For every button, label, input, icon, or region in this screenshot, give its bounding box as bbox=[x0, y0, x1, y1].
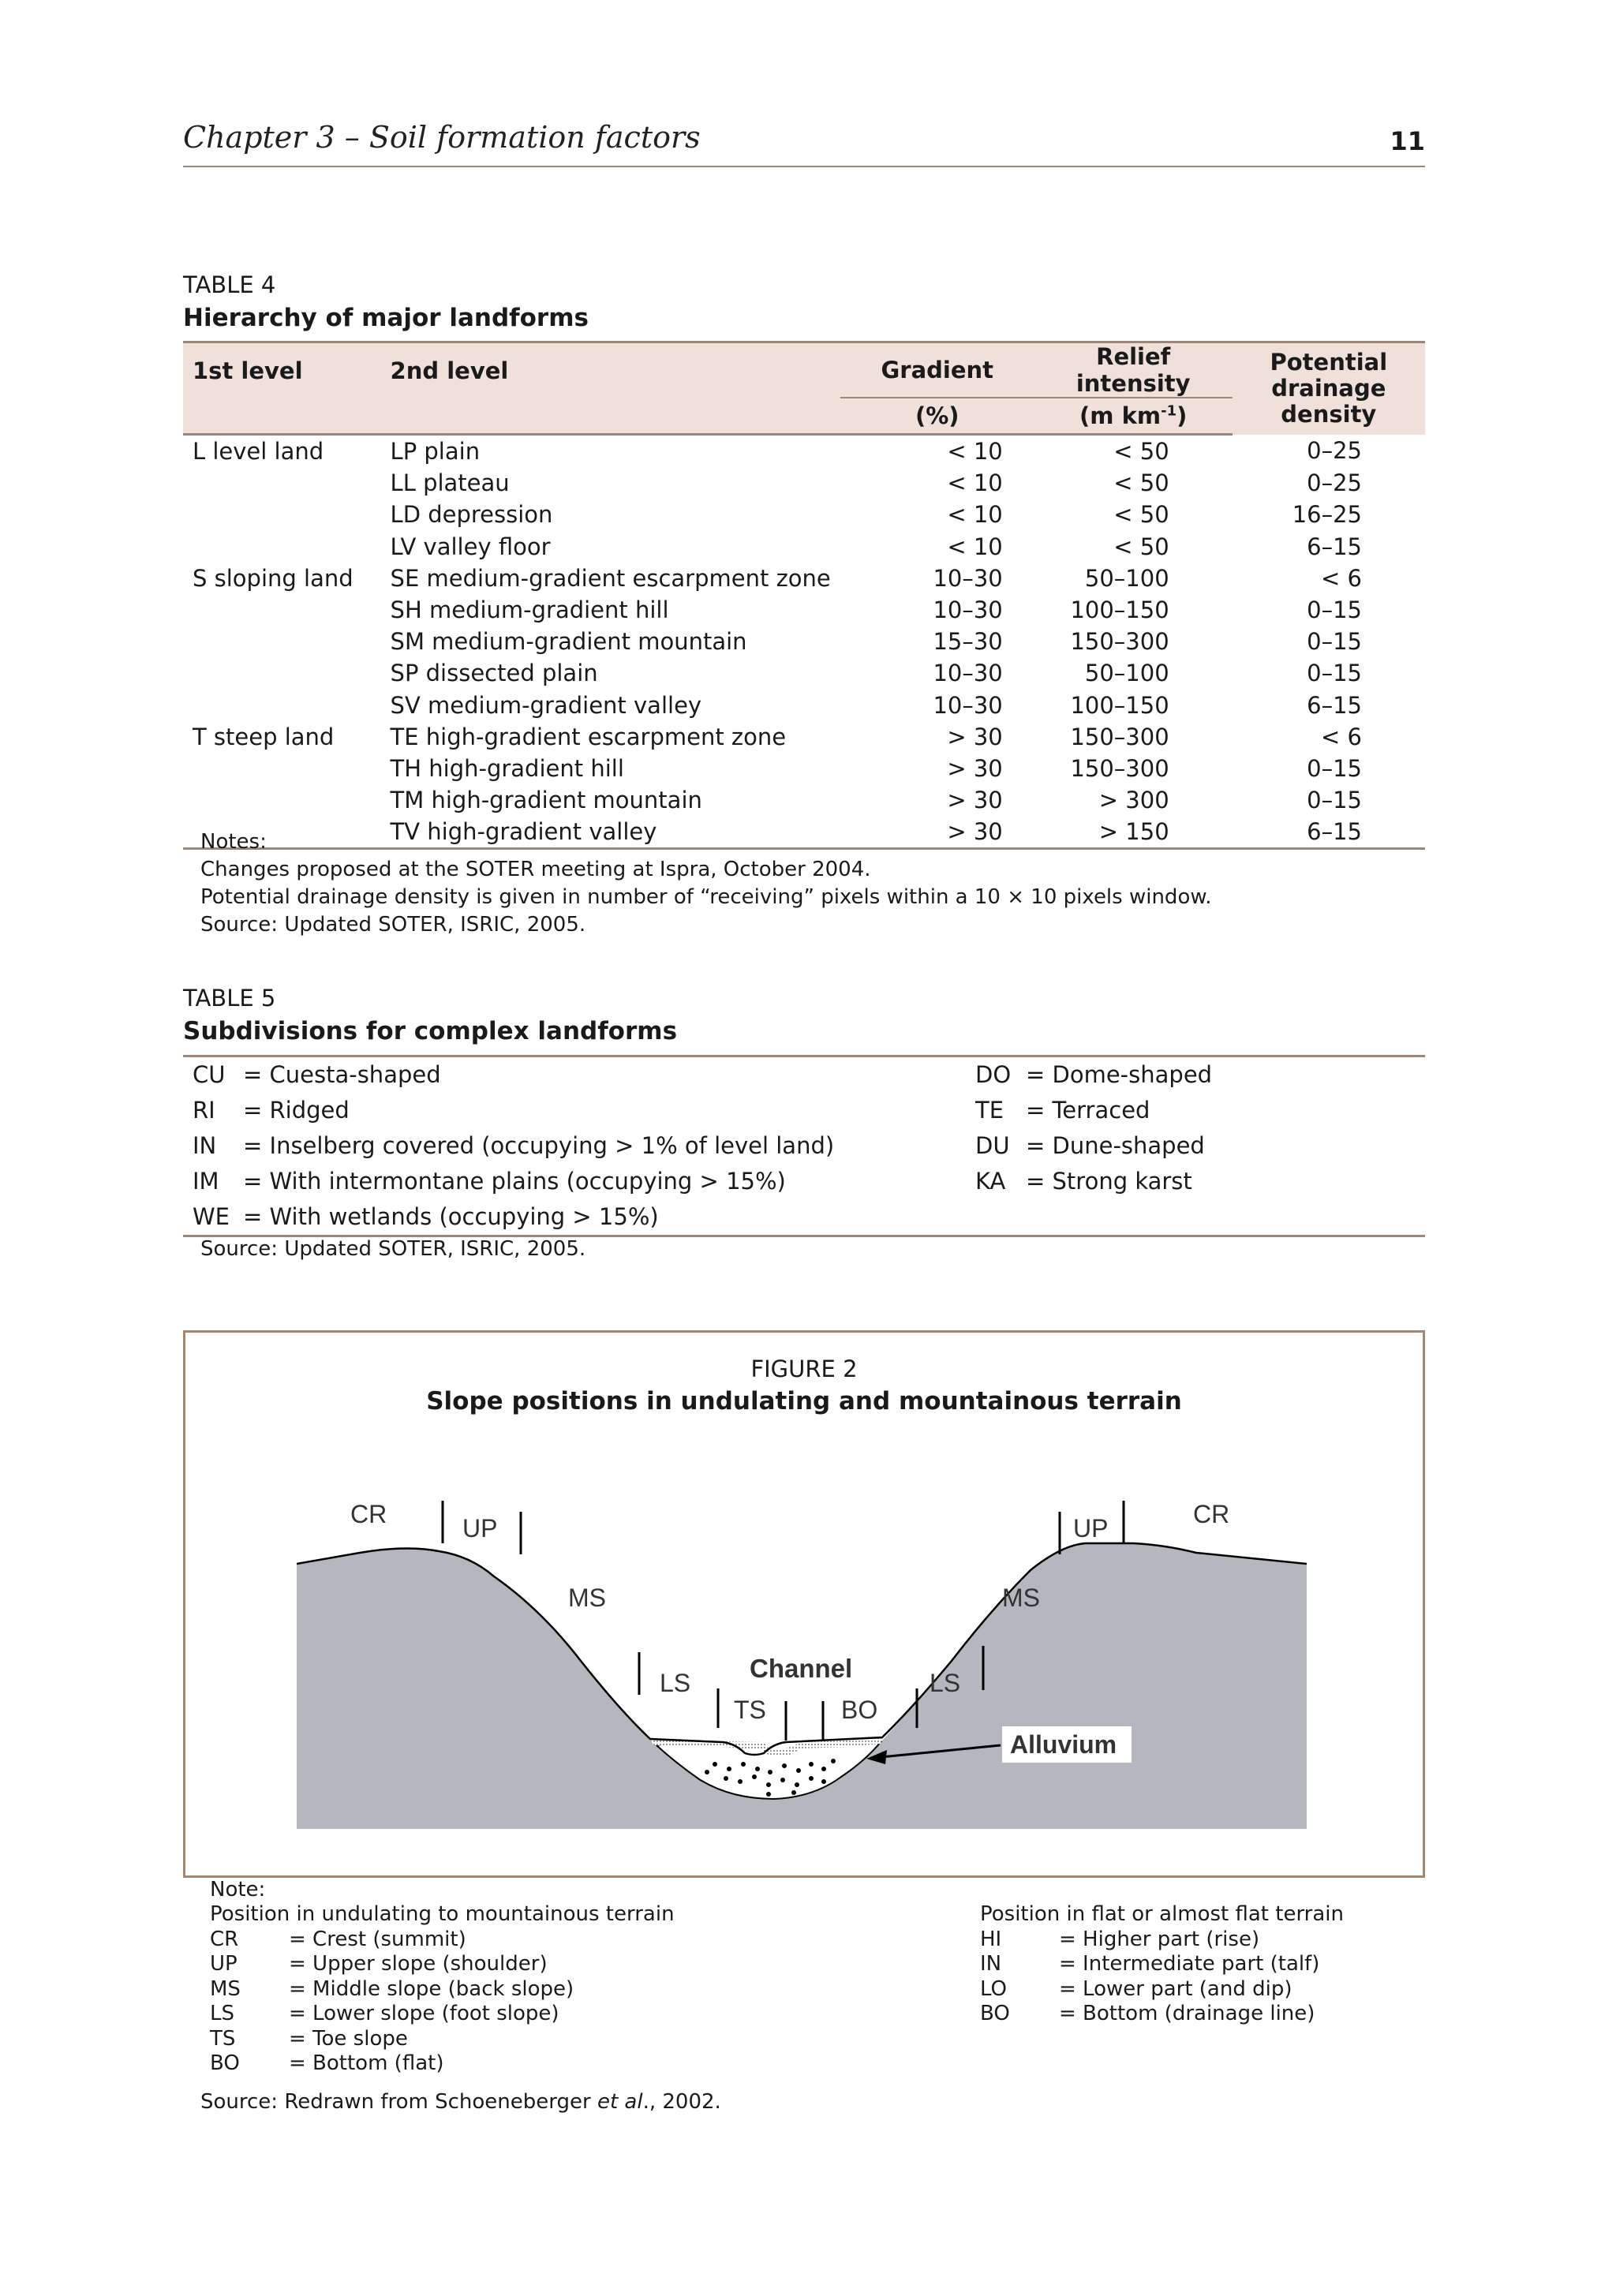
label-ls-right: LS bbox=[930, 1669, 961, 1697]
table4-row bbox=[183, 594, 1425, 626]
cell-level2: LP plain bbox=[390, 438, 481, 466]
table5-source: Source: Updated SOTER, ISRIC, 2005. bbox=[200, 1237, 586, 1261]
cell-relief: 150–300 bbox=[1070, 628, 1169, 656]
legend-item bbox=[210, 1928, 675, 1953]
table5-row bbox=[183, 1199, 1425, 1236]
cell-relief: 50–100 bbox=[1084, 660, 1169, 687]
legend-item bbox=[210, 1952, 675, 1977]
cell-drainage: < 6 bbox=[1321, 723, 1362, 750]
code-right: DO bbox=[975, 1061, 1012, 1088]
cell-drainage: 0–15 bbox=[1307, 754, 1362, 782]
cell-drainage: 6–15 bbox=[1233, 816, 1425, 849]
cell-level2: TV high-gradient valley bbox=[381, 816, 840, 849]
code-left: WE bbox=[193, 1203, 230, 1230]
table4-row bbox=[183, 563, 1425, 594]
legend-item bbox=[210, 2002, 675, 2027]
cell-level2: LL plateau bbox=[390, 469, 510, 497]
cell-relief: 100–150 bbox=[1070, 691, 1169, 719]
cell-level2: SV medium-gradient valley bbox=[390, 691, 702, 719]
legend-right bbox=[980, 1902, 1344, 2027]
legend-desc: = Toe slope bbox=[289, 2026, 408, 2051]
cell-drainage: 6–15 bbox=[1307, 533, 1362, 560]
legend-abbrev: CR bbox=[210, 1927, 239, 1951]
label-ms-right: MS bbox=[1002, 1584, 1040, 1612]
cell-relief: < 50 bbox=[1113, 469, 1169, 497]
desc-left: = Ridged bbox=[243, 1097, 350, 1124]
figure2-source: Source: Redrawn from Schoeneberger et al., 2002. bbox=[200, 2090, 721, 2114]
note-line: Notes: bbox=[200, 830, 267, 854]
col-header-relief: Relief intensity bbox=[1034, 342, 1233, 398]
col-header-level2: 2nd level bbox=[381, 342, 840, 398]
legend-desc: = Lower part (and dip) bbox=[1059, 1976, 1292, 2001]
legend-desc: = Intermediate part (talf) bbox=[1059, 1952, 1320, 1976]
table5-row bbox=[183, 1164, 1425, 1199]
legend-abbrev: UP bbox=[210, 1952, 238, 1976]
table4-row bbox=[183, 784, 1425, 816]
cell-level1: T steep land bbox=[193, 723, 335, 750]
cell-relief: 150–300 bbox=[1070, 723, 1169, 750]
legend-abbrev: HI bbox=[980, 1927, 1002, 1951]
desc-left: = Cuesta-shaped bbox=[243, 1061, 441, 1088]
note-line: Potential drainage density is given in number of “receiving” pixels within a 10 × 10 pixels window. bbox=[200, 885, 1212, 909]
table5 bbox=[183, 1055, 1425, 1237]
legend-desc: = Crest (summit) bbox=[289, 1927, 466, 1951]
legend-item bbox=[980, 2002, 1344, 2027]
cell-gradient: 10–30 bbox=[933, 596, 1003, 624]
figure2-title: Slope positions in undulating and mountainous terrain bbox=[426, 1387, 1182, 1415]
col-header-drainage bbox=[1233, 342, 1425, 435]
cell-level2: SH medium-gradient hill bbox=[390, 596, 669, 624]
cell-drainage: 0–15 bbox=[1307, 596, 1362, 624]
table4-row bbox=[183, 721, 1425, 753]
drainage-header-line2: drainage density bbox=[1271, 375, 1386, 428]
cell-relief: 50–100 bbox=[1084, 564, 1169, 592]
cell-drainage: 0–25 bbox=[1307, 469, 1362, 497]
label-cr-right: CR bbox=[1193, 1500, 1230, 1528]
legend-abbrev: BO bbox=[210, 2051, 240, 2075]
chapter-title: Chapter 3 – Soil formation factors bbox=[183, 120, 701, 155]
cell-level1 bbox=[183, 690, 381, 721]
figure2-note-label: Note: bbox=[210, 1878, 266, 1901]
legend-left bbox=[210, 1902, 675, 2077]
cell-relief: < 50 bbox=[1113, 438, 1169, 466]
cell-level2: SP dissected plain bbox=[390, 660, 598, 687]
table4-caption: TABLE 4 bbox=[183, 271, 276, 298]
legend-abbrev: MS bbox=[210, 1976, 241, 2001]
legend-abbrev: IN bbox=[980, 1952, 1002, 1976]
table5-title: Subdivisions for complex landforms bbox=[183, 1017, 678, 1045]
cell-level1 bbox=[183, 499, 381, 530]
col-header-level1: 1st level bbox=[183, 342, 381, 398]
desc-right: = Dome-shaped bbox=[1026, 1061, 1213, 1088]
label-alluvium: Alluvium bbox=[1010, 1730, 1117, 1759]
desc-left: = Inselberg covered (occupying > 1% of level land) bbox=[243, 1132, 835, 1159]
cell-drainage: 6–15 bbox=[1307, 691, 1362, 719]
cell-gradient: < 10 bbox=[947, 533, 1003, 560]
cell-gradient: 10–30 bbox=[933, 691, 1003, 719]
cell-relief: > 300 bbox=[1098, 787, 1169, 814]
legend-item bbox=[210, 2051, 675, 2077]
code-left: RI bbox=[193, 1097, 215, 1124]
note-line: Source: Updated SOTER, ISRIC, 2005. bbox=[200, 913, 586, 937]
drainage-header-line1: Potential bbox=[1270, 349, 1388, 376]
legend-desc: = Bottom (drainage line) bbox=[1059, 2002, 1315, 2025]
code-right: DU bbox=[975, 1132, 1010, 1159]
legend-desc: = Middle slope (back slope) bbox=[289, 1976, 574, 2001]
cell-drainage: 0–15 bbox=[1307, 660, 1362, 687]
cell-gradient: 15–30 bbox=[933, 628, 1003, 656]
legend-abbrev: LS bbox=[210, 2002, 234, 2025]
cell-gradient: < 10 bbox=[947, 438, 1003, 466]
legend-left-title: Position in undulating to mountainous terrain bbox=[210, 1902, 675, 1926]
relief-unit: (m $km^{-1}$) bbox=[1034, 398, 1233, 435]
label-ms-left: MS bbox=[568, 1584, 606, 1612]
gradient-unit: (%) bbox=[840, 398, 1034, 435]
legend-item bbox=[980, 1952, 1344, 1977]
table5-row bbox=[183, 1128, 1425, 1164]
label-up-left: UP bbox=[462, 1514, 498, 1543]
table5-caption: TABLE 5 bbox=[183, 985, 276, 1012]
col-header-gradient: Gradient bbox=[840, 342, 1034, 398]
cell-level2: LD depression bbox=[390, 501, 553, 529]
cell-level1: S sloping land bbox=[193, 564, 354, 592]
desc-right bbox=[1026, 1199, 1425, 1236]
cell-gradient: > 30 bbox=[947, 754, 1003, 782]
table4-row bbox=[183, 467, 1425, 499]
desc-right: = Dune-shaped bbox=[1026, 1132, 1205, 1159]
table4-row bbox=[183, 435, 1425, 468]
table4-row bbox=[183, 753, 1425, 784]
cell-level1 bbox=[183, 657, 381, 689]
table4 bbox=[183, 341, 1425, 850]
table4-row bbox=[183, 657, 1425, 689]
cell-gradient: 10–30 bbox=[933, 660, 1003, 687]
desc-left: = With wetlands (occupying > 15%) bbox=[243, 1203, 659, 1230]
cell-gradient: < 10 bbox=[947, 469, 1003, 497]
code-right bbox=[966, 1199, 1026, 1236]
page-number: 11 bbox=[1390, 126, 1425, 156]
legend-desc: = Upper slope (shoulder) bbox=[289, 1952, 548, 1976]
legend-desc: = Higher part (rise) bbox=[1059, 1927, 1260, 1951]
table4-title: Hierarchy of major landforms bbox=[183, 304, 589, 332]
cell-relief: > 150 bbox=[1034, 816, 1233, 849]
desc-right: = Strong karst bbox=[1026, 1168, 1192, 1195]
code-right: KA bbox=[975, 1168, 1006, 1195]
legend-item bbox=[210, 2027, 675, 2052]
cell-level1 bbox=[183, 784, 381, 816]
cell-level1 bbox=[183, 753, 381, 784]
label-cr-left: CR bbox=[350, 1500, 387, 1528]
cell-relief: 150–300 bbox=[1070, 754, 1169, 782]
legend-abbrev: LO bbox=[980, 1976, 1008, 2001]
cell-level1 bbox=[183, 531, 381, 563]
cell-level1 bbox=[183, 467, 381, 499]
cell-level1: L level land bbox=[193, 438, 324, 466]
table4-row bbox=[183, 690, 1425, 721]
legend-right-title: Position in flat or almost flat terrain bbox=[980, 1902, 1345, 1926]
cell-gradient: 10–30 bbox=[933, 564, 1003, 592]
cell-drainage: < 6 bbox=[1321, 564, 1362, 592]
cell-relief: 100–150 bbox=[1070, 596, 1169, 624]
table5-row bbox=[183, 1056, 1425, 1094]
cell-gradient: > 30 bbox=[840, 816, 1034, 849]
cell-relief: < 50 bbox=[1113, 501, 1169, 529]
legend-abbrev: BO bbox=[980, 2002, 1010, 2025]
table4-notes bbox=[200, 828, 1212, 939]
code-right: TE bbox=[975, 1097, 1004, 1124]
cell-level2: TE high-gradient escarpment zone bbox=[390, 723, 787, 750]
table4-row bbox=[183, 626, 1425, 657]
label-ls-left: LS bbox=[660, 1669, 691, 1697]
figure2-caption: FIGURE 2 bbox=[750, 1356, 858, 1382]
label-channel: Channel bbox=[750, 1654, 853, 1683]
table4-row bbox=[183, 531, 1425, 563]
cell-drainage: 0–15 bbox=[1307, 628, 1362, 656]
cell-drainage: 16–25 bbox=[1292, 501, 1362, 529]
header-rule bbox=[183, 166, 1425, 167]
cell-relief: < 50 bbox=[1113, 533, 1169, 560]
desc-left: = With intermontane plains (occupying > 15%) bbox=[243, 1168, 786, 1195]
legend-desc: = Bottom (flat) bbox=[289, 2051, 444, 2075]
cell-level2: LV valley floor bbox=[390, 533, 551, 560]
label-bo: BO bbox=[841, 1696, 878, 1724]
label-ts: TS bbox=[734, 1696, 766, 1724]
label-up-right: UP bbox=[1073, 1514, 1109, 1543]
code-left: IN bbox=[193, 1132, 217, 1159]
cell-level2: TH high-gradient hill bbox=[390, 754, 624, 782]
cell-level2: TM high-gradient mountain bbox=[390, 787, 702, 814]
cell-drainage: 0–25 bbox=[1307, 437, 1362, 465]
legend-abbrev: TS bbox=[210, 2026, 236, 2051]
legend-item bbox=[980, 1977, 1344, 2002]
legend-item bbox=[210, 1977, 675, 2002]
slope-diagram bbox=[297, 1491, 1307, 1830]
cell-level2: SE medium-gradient escarpment zone bbox=[390, 564, 831, 592]
cell-drainage: 0–15 bbox=[1307, 787, 1362, 814]
cell-gradient: > 30 bbox=[947, 787, 1003, 814]
cell-level1 bbox=[183, 594, 381, 626]
cell-level1 bbox=[183, 626, 381, 657]
cell-gradient: > 30 bbox=[947, 723, 1003, 750]
code-left: CU bbox=[193, 1061, 226, 1088]
table5-row bbox=[183, 1093, 1425, 1128]
cell-level2: SM medium-gradient mountain bbox=[390, 628, 747, 656]
cell-gradient: < 10 bbox=[947, 501, 1003, 529]
desc-right: = Terraced bbox=[1026, 1097, 1150, 1124]
legend-item bbox=[980, 1928, 1344, 1953]
table4-row bbox=[183, 499, 1425, 530]
code-left: IM bbox=[193, 1168, 219, 1195]
legend-desc: = Lower slope (foot slope) bbox=[289, 2002, 559, 2025]
note-line: Changes proposed at the SOTER meeting at Ispra, October 2004. bbox=[200, 858, 871, 881]
